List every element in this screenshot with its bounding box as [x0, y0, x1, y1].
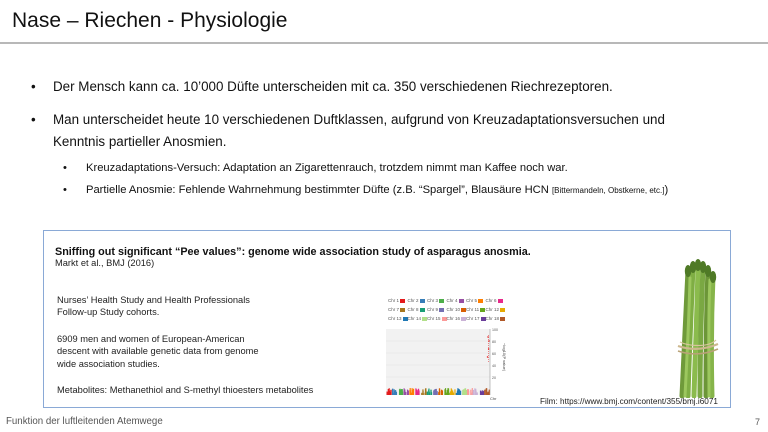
plot-point [404, 391, 405, 395]
legend-item [466, 307, 485, 312]
plot-point [392, 389, 393, 395]
legend-swatch [500, 308, 505, 312]
bullet-marker: • [31, 79, 36, 94]
plot-point [459, 390, 460, 395]
text-line: wide association studies. [57, 358, 160, 369]
legend-label: Chr 14 [407, 316, 422, 321]
legend-item [447, 316, 467, 321]
legend-label: Chr 16 [446, 316, 461, 321]
plot-point [434, 391, 435, 395]
plot-point [418, 391, 419, 395]
plot-point [411, 390, 412, 395]
legend-item [388, 316, 408, 321]
legend-swatch [500, 317, 505, 321]
legend-label: Chr 1 [388, 298, 400, 303]
study-metabolites-text: Metabolites: Methanethiol and S-methyl thioesters metabolites [57, 385, 314, 395]
plot-point [457, 388, 458, 395]
text-line: 6909 men and women of European-American [57, 334, 245, 344]
plot-point [488, 392, 489, 395]
sub-bullet-text [86, 181, 668, 200]
plot-point [460, 391, 461, 395]
legend-label: Chr 4 [446, 298, 458, 303]
plot-point [399, 389, 400, 395]
legend-item [486, 298, 503, 303]
legend-label: Chr 2 [407, 298, 419, 303]
legend-item [427, 316, 447, 321]
plot-point [428, 390, 429, 395]
plot-y-tick: 80 [492, 340, 496, 344]
asparagus-image [668, 258, 726, 398]
legend-label: Chr 3 [427, 298, 439, 303]
plot-point [408, 391, 409, 395]
legend-item [388, 298, 405, 303]
legend-label: Chr 11 [466, 307, 480, 312]
bullet-text: Der Mensch kann ca. 10’000 Düfte unterscheiden mit ca. 350 verschiedenen Riechrezeptoren. [53, 79, 613, 94]
plot-y-tick: 20 [492, 376, 496, 380]
plot-point [400, 392, 401, 395]
study-title: Sniffing out significant “Pee values”: genome wide association study of asparagus anosmia. [55, 246, 531, 258]
manhattan-plot-figure [386, 327, 510, 402]
plot-point [425, 390, 426, 395]
legend-swatch [420, 308, 425, 312]
plot-point [464, 391, 465, 395]
plot-point [472, 388, 473, 395]
footer-text: Funktion der luftleitenden Atemwege [6, 416, 163, 427]
plot-background [386, 329, 490, 395]
legend-item [466, 298, 483, 303]
legend-label: Chr 17 [466, 316, 480, 321]
plot-point [413, 389, 414, 395]
bullet-text [53, 109, 665, 153]
legend-swatch [480, 308, 485, 312]
legend-label: Chr 13 [388, 316, 402, 321]
plot-point [402, 389, 403, 395]
plot-point [480, 391, 481, 395]
plot-point [473, 393, 474, 395]
legend-label: Chr 9 [427, 307, 439, 312]
legend-swatch [459, 299, 464, 303]
legend-label: Chr 5 [466, 298, 478, 303]
legend-item [408, 307, 425, 312]
sub-bullet-small-note: [Bittermandeln, Obstkerne, etc.] [551, 186, 665, 195]
page-number: 7 [754, 417, 760, 427]
legend-item [388, 307, 405, 312]
study-sample-text [57, 333, 259, 370]
legend-swatch [400, 308, 405, 312]
plot-signal-point [487, 356, 488, 357]
legend-item [408, 316, 428, 321]
plot-y-tick: 100 [492, 328, 498, 332]
plot-point [421, 393, 422, 395]
plot-point [456, 393, 457, 395]
title-divider [0, 42, 768, 44]
plot-x-label: Chr [490, 396, 497, 401]
plot-point [436, 393, 437, 395]
bullet-marker: • [63, 162, 67, 174]
text-line: descent with available genetic data from genome [57, 346, 259, 357]
plot-point [445, 392, 446, 395]
plot-ticks [492, 328, 498, 380]
sub-bullet-text: Kreuzadaptations-Versuch: Adaptation an Zigarettenrauch, trotzdem nimmt man Kaffee noch war. [86, 162, 568, 174]
legend-label: Chr 18 [485, 316, 500, 321]
plot-point [410, 390, 411, 395]
plot-point [427, 392, 428, 395]
legend-label: Chr 10 [446, 307, 461, 312]
slide-title: Nase – Riechen - Physiologie [12, 9, 288, 32]
plot-point [387, 392, 388, 395]
plot-point [390, 390, 391, 395]
film-link-text: Film: https://www.bmj.com/content/355/bmj.i6071 [540, 397, 718, 406]
plot-point [470, 390, 471, 395]
text-line: Follow-up Study cohorts. [57, 307, 160, 318]
legend-item [427, 307, 444, 312]
legend-label: Chr 12 [485, 307, 500, 312]
legend-label: Chr 6 [485, 298, 497, 303]
plot-point [422, 389, 423, 395]
study-cohort-text [57, 294, 250, 319]
study-citation: Markt et al., BMJ (2016) [55, 258, 155, 268]
legend-label: Chr 7 [388, 307, 400, 312]
plot-point [430, 390, 431, 395]
legend-item [486, 307, 506, 312]
legend-swatch [420, 299, 425, 303]
plot-point [394, 393, 395, 395]
sub-bullet-main: Partielle Anosmie: Fehlende Wahrnehmung bestimmter Düfte (z.B. “Spargel”, Blausäure HCN [86, 184, 552, 196]
figure-legend [388, 298, 506, 328]
legend-swatch [439, 308, 444, 312]
legend-item [447, 298, 464, 303]
plot-point [450, 391, 451, 395]
plot-point [389, 391, 390, 395]
plot-point [484, 390, 485, 395]
plot-point [438, 392, 439, 395]
plot-point [474, 393, 475, 395]
legend-label: Chr 15 [427, 316, 441, 321]
legend-item [466, 316, 486, 321]
asparagus-stalks [682, 264, 713, 396]
sub-bullet-close: ) [664, 184, 669, 196]
plot-y-label: −log10(P value) [502, 343, 507, 372]
plot-point [454, 389, 455, 395]
legend-item [408, 298, 425, 303]
bullet-marker: • [31, 112, 36, 127]
plot-y-tick: 60 [492, 352, 496, 356]
text-line: Nurses’ Health Study and Health Professionals [57, 295, 250, 305]
legend-swatch [439, 299, 444, 303]
plot-point [463, 389, 464, 395]
legend-swatch [478, 299, 483, 303]
legend-swatch [498, 299, 503, 303]
plot-point [468, 391, 469, 395]
plot-point [475, 391, 476, 395]
plot-point [481, 392, 482, 395]
bullet-text-line: Kenntnis partieller Anosmien. [53, 134, 227, 149]
plot-point [477, 392, 478, 395]
bullet-text-line: Man unterscheidet heute 10 verschiedenen Duftklassen, aufgrund von Kreuzadaptationsversuchen und [53, 112, 665, 127]
plot-point [448, 388, 449, 395]
plot-point [416, 389, 417, 395]
legend-label: Chr 8 [407, 307, 419, 312]
plot-point [395, 390, 396, 395]
plot-point [486, 388, 487, 395]
legend-item [447, 307, 467, 312]
legend-swatch [400, 299, 405, 303]
plot-y-tick: 40 [492, 364, 496, 368]
plot-point [467, 389, 468, 395]
legend-item [427, 298, 444, 303]
plot-point [452, 390, 453, 395]
plot-point [441, 390, 442, 395]
legend-item [486, 316, 506, 321]
bullet-marker: • [63, 184, 67, 196]
